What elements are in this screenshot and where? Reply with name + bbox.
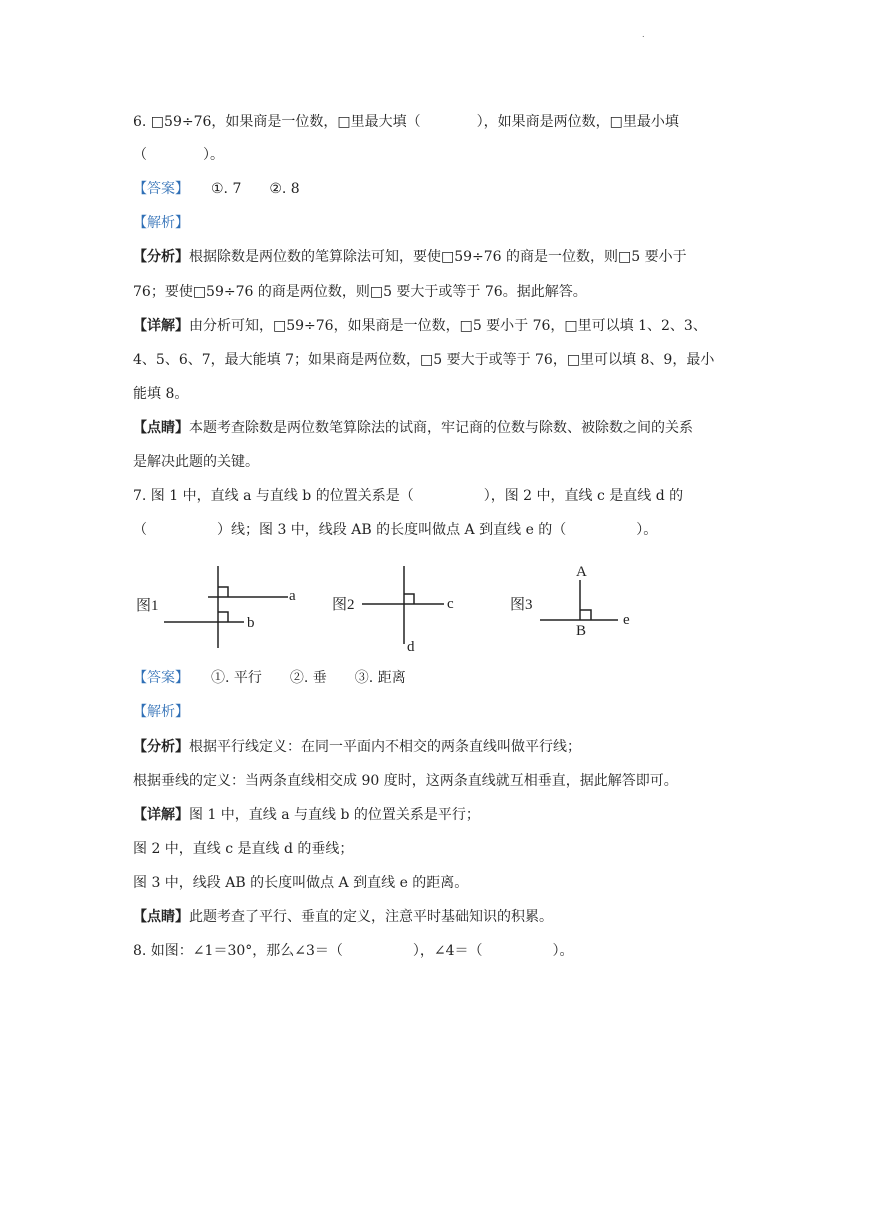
xiangjie-tag: 【详解】 [133, 807, 189, 823]
q6-line1: 6. □59÷76，如果商是一位数，□里最大填（ ），如果商是两位数，□里最小填 [133, 114, 679, 130]
xiangjie-text: 图 1 中，直线 a 与直线 b 的位置关系是平行； [189, 807, 480, 823]
fig1-right-angle-bottom [218, 612, 228, 622]
q6-fenxi-1 [133, 247, 687, 267]
q7-dianjing-1 [133, 907, 553, 927]
fig3-right-angle [580, 610, 591, 620]
fenxi-tag: 【分析】 [133, 249, 189, 265]
q7-figure-svg [130, 560, 650, 660]
q7-line2: （ ）线；图 3 中，线段 AB 的长度叫做点 A 到直线 e 的（ ）。 [133, 522, 658, 538]
fig1-label: 图1 [136, 598, 159, 614]
dianjing-text: 本题考查除数是两位数笔算除法的试商，牢记商的位数与除数、被除数之间的关系 [189, 420, 693, 436]
answer-text: ①. 7 ②. 8 [211, 181, 300, 197]
xiangjie-tag: 【详解】 [133, 318, 189, 334]
q7-xiangjie-1 [133, 805, 480, 825]
q8-line1: 8. 如图：∠1＝30°，那么∠3＝（ ），∠4＝（ ）。 [133, 943, 574, 959]
fig2-label-c: c [447, 596, 454, 612]
q7-answer [133, 668, 406, 688]
fig3-label-B: B [576, 623, 587, 639]
fenxi-text: 根据除数是两位数的笔算除法可知，要使□59÷76 的商是一位数，则□5 要小于 [189, 249, 687, 265]
fig1-label-b: b [247, 615, 255, 631]
fig2-right-angle [404, 594, 414, 604]
q7-xiangjie-3: 图 3 中，线段 AB 的长度叫做点 A 到直线 e 的距离。 [133, 875, 469, 891]
header-dot: . [642, 30, 645, 39]
q6-jiexi-tag: 【解析】 [133, 215, 189, 231]
q6-xiangjie-1 [133, 316, 707, 336]
q6-dianjing-2: 是解决此题的关键。 [133, 454, 259, 470]
q6-xiangjie-3: 能填 8。 [133, 386, 189, 402]
q7-fenxi-1 [133, 737, 581, 757]
dianjing-tag: 【点睛】 [133, 420, 189, 436]
fig2-label-d: d [407, 639, 415, 655]
answer-tag: 【答案】 [133, 181, 189, 197]
q6-answer [133, 179, 300, 199]
answer-text: ①. 平行 ②. 垂 ③. 距离 [211, 670, 406, 686]
q7-line1: 7. 图 1 中，直线 a 与直线 b 的位置关系是（ ），图 2 中，直线 c 是直线 d 的 [133, 488, 684, 504]
dianjing-tag: 【点睛】 [133, 909, 189, 925]
answer-tag: 【答案】 [133, 670, 189, 686]
fenxi-text: 根据平行线定义：在同一平面内不相交的两条直线叫做平行线； [189, 739, 581, 755]
fig3-label-e: e [623, 612, 630, 628]
q6-xiangjie-2: 4、5、6、7，最大能填 7；如果商是两位数，□5 要大于或等于 76，□里可以填 8、9，最小 [133, 352, 715, 368]
fig1-label-a: a [289, 588, 296, 604]
q7-fenxi-2: 根据垂线的定义：当两条直线相交成 90 度时，这两条直线就互相垂直，据此解答即可。 [133, 773, 678, 789]
q7-xiangjie-2: 图 2 中，直线 c 是直线 d 的垂线； [133, 841, 354, 857]
dianjing-text: 此题考查了平行、垂直的定义，注意平时基础知识的积累。 [189, 909, 553, 925]
fig3-label: 图3 [510, 597, 533, 613]
q6-fenxi-2: 76；要使□59÷76 的商是两位数，则□5 要大于或等于 76。据此解答。 [133, 284, 587, 300]
fenxi-tag: 【分析】 [133, 739, 189, 755]
fig1-right-angle-top [218, 587, 228, 597]
q6-line2: （ ）。 [133, 147, 224, 163]
q6-dianjing-1 [133, 418, 693, 438]
xiangjie-text: 由分析可知，□59÷76，如果商是一位数，□5 要小于 76，□里可以填 1、2、3、 [189, 318, 707, 334]
fig3-label-A: A [576, 564, 587, 580]
q7-jiexi-tag: 【解析】 [133, 704, 189, 720]
q7-figures [130, 560, 650, 660]
fig2-label: 图2 [332, 597, 355, 613]
